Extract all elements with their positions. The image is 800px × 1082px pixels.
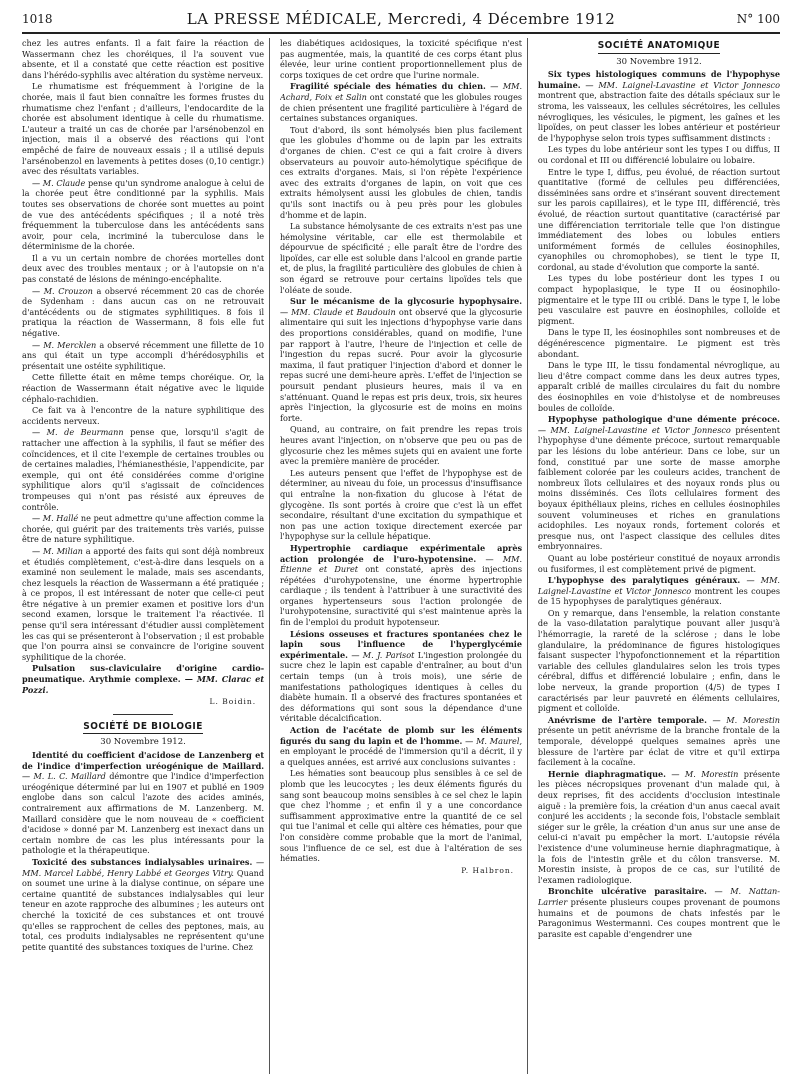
article <box>280 81 522 123</box>
section-title: SOCIÉTÉ DE BIOLOGIE <box>83 722 203 735</box>
paragraph-text: montrent que, abstraction faite des détails spéciaux sur le stroma, les vaisseaux, les cellules sécrétoires, les cellules névrogliques, les vésicules, le pigment, les gaînes et les lipoïdes, on peut classer les lobes antérieur et postérieur de l'hypophyse selon trois types suffisamment distincts : <box>537 90 781 143</box>
masthead <box>22 6 780 34</box>
author: — M. Maurel, <box>465 735 523 746</box>
signature: P. Halbron. <box>461 865 515 875</box>
section-date: 30 Novembre 1912. <box>100 737 186 748</box>
paragraph-text: L'ingestion prolongée du sucre chez le lapin est capable d'entraîner, au bout d'un certain temps (un à trois mois), une série de manifestations pathologiques identiques à celles du diabète humain. Il a observé des fractures spontanées et des déformations qui sont sous la dépendance d'une véritable décalcification. <box>279 649 523 724</box>
article <box>280 543 522 628</box>
article <box>22 857 264 952</box>
page-number: 1018 <box>22 12 53 26</box>
paragraph: Quant au lobe postérieur constitué de noyaux arrondis ou fusiformes, il est complètement privé de pigment. <box>537 552 781 574</box>
article <box>538 575 780 607</box>
paragraph: Ce fait va à l'encontre de la nature syphilitique des accidents nerveux. <box>22 405 265 426</box>
paragraph-text: a observé récemment 20 cas de chorée de Sydenham : dans aucun cas on ne retrouvait d'antécédents ou de stigmates syphilitiques. 8 fois il pratiqua la réaction de Wassermann, 8 fois elle fut négative. <box>22 285 265 339</box>
article <box>280 296 522 423</box>
article-title: Anévrisme de l'artère temporale. <box>547 714 707 725</box>
paragraph: Il a vu un certain nombre de chorées mortelles dont deux avec des troubles mentaux ; or à l'autopsie on n'a pas constaté de lésions de méningo-encéphalite. <box>22 252 265 285</box>
paragraph <box>22 513 264 545</box>
article-title: Lésions osseuses et fractures spontanées chez le lapin sous l'influence de l'hyperglycémie expérimentale. <box>279 628 523 660</box>
paragraph: Cette fillette était en même temps choréique. Or, la réaction de Wassermann était négative avec le liquide céphalo-rachidien. <box>22 372 265 404</box>
article-title: Hernie diaphragmatique. <box>547 768 666 779</box>
signature: L. Boidin. <box>209 697 257 707</box>
column-1 <box>22 38 264 1074</box>
journal-title: LA PRESSE MÉDICALE, Mercredi, 4 Décembre 1912 <box>186 10 616 28</box>
article-title: Hypophyse pathologique d'une démente précoce. <box>547 414 781 425</box>
paragraph: Entre le type I, diffus, peu évolué, de réaction surtout quantitative (formé de cellules peu différenciées, disséminées sans ordre et s'insérant souvent directement sur les parois capillaires), et le type III, différencié, très évolué, de réaction surtout quantitative (caractérisé par une différenciation territoriale telle que l'on distingue immédiatement des lobes ou lobules entiers uniformément formés de cellules éosinophiles, cyanophiles ou chromophobes), se tient le type II, cordonal, au stade d'évolution que comporte la santé. <box>537 166 781 272</box>
paragraph-text: présentent l'hypophyse d'une démente précoce, surtout remarquable par les lésions du lobe antérieur. Dans ce lobe, sur un fond, constitué par une sorte de masse amorphe faiblement colorée par les couleurs acides, tranchent de nombreux îlots cellulaires et des noyaux ronds plus ou moins disséminés. Ces îlots cellulaires forment des boyaux épithéliaux pleins, riches en cellules éosinophiles souvent volumineuses et riches en granulations acidophiles. Les noyaux ronds, fortement colorés et presque nus, ont l'aspect classique des cellules dites embryonnaires. <box>537 424 781 552</box>
section-header <box>22 721 264 748</box>
article <box>22 750 264 856</box>
paragraph-text: pense que, lorsqu'il s'agit de rattacher une affection à la syphilis, il faut se méfier des coïncidences, et il cite l'exemple de certaines troubles ou de certaines maladies, l'hémianesthésie, l'appendicite, par exemple, qui ont été considérées comme d'origine syphilitique alors qu'il s'agissait de coïncidences trompeuses qui n'ont pas résisté aux épreuves de contrôle. <box>22 427 265 512</box>
author: — M. Milian <box>32 545 83 556</box>
author: — M. Hallé <box>32 513 79 524</box>
paragraph <box>22 286 264 339</box>
issue-number: N° 100 <box>736 12 780 26</box>
article <box>280 725 522 767</box>
author: — MM. Étienne et Duret <box>279 553 523 575</box>
article <box>538 715 780 768</box>
author: — M. Morestin <box>712 714 780 725</box>
author: — M. Nattan-Larrier <box>537 886 781 907</box>
article-title: Fragilité spéciale des hématies du chien. <box>289 81 486 92</box>
article-title: Sur le mécanisme de la glycosurie hypophysaire. <box>289 296 523 307</box>
paragraph-text: ont constaté, après des injections répétées d'urohypotensine, une énorme hypertrophie cardiaque ; ils tendent à l'attribuer à une suractivité des organes hypertenseurs sous l'action prolongée de l'urohypotensine, suractivité qui s'est maintenue après la fin de l'emploi du produit hypotenseur. <box>279 564 523 628</box>
article-title: Hypertrophie cardiaque expérimentale après action prolongée de l'uro-hypotensine. <box>279 542 523 564</box>
author: — MM. Laignel-Lavastine et Victor Jonnesco <box>537 424 731 435</box>
article-title: Pulsation sus-claviculaire d'origine cardio-pneumatique. Arythmie complexe. <box>22 663 265 685</box>
paragraph-text: en employant le procédé de l'immersion qu'il a décrit, il y a quelques années, est arrivé aux conclusions suivantes : <box>279 746 523 767</box>
paragraph: Tout d'abord, ils sont hémolysés bien plus facilement que les globules d'homme ou de lapin par les extraits d'organes de chien. C'est ce qui a fait croire à divers observateurs au pouvoir auto-hémolytique spécifique de ces extraits d'organes. Mais, si l'on répète l'expérience avec des extraits d'organes de lapin, on voit que ces extraits hémolysent aussi les globules de chien, tandis qu'ils sont inactifs ou à peu près pour les globules d'homme et de lapin. <box>279 124 523 220</box>
author: — MM. Laignel-Lavastine et Victor Jonnesco <box>537 575 780 596</box>
author: — M. Claude <box>32 177 86 188</box>
article-title: Six types histologiques communs de l'hypophyse humaine. <box>537 69 781 90</box>
column-rule <box>527 38 538 1074</box>
paragraph-text: pense qu'un syndrome analogue à celui de la chorée peut être conditionné par la syphilis. Mais toutes ses observations de chorée sont muettes au point de vue des antécédents spécifiques ; il a noté très fréquemment la tuberculose dans les antécédents sans avoir, pour cela, incriminé la tuberculose dans le déterminisme de la chorée. <box>22 177 265 252</box>
paragraph: On y remarque, dans l'ensemble, la relation constante de la vaso-dilatation paralytique pouvant aller jusqu'à l'hémorragie, la rareté de la sclérose ; dans le lobe glandulaire, la prédominance de figures histologiques faisant suspecter l'hypofonctionnement et la répartition variable des cellules glandulaires selon les trois types cérébral, diffus et différencié lobulaire ; enfin, dans le lobe nerveux, la grande proportion (4/5) de types I caractérisés par leur pauvreté en éléments cellulaires, pigment et colloïde. <box>537 607 781 714</box>
author: — MM. Marcel Labbé, Henry Labbé et Georges Vitry. <box>22 856 265 878</box>
paragraph-text: présente les pièces nécropsiques provenant d'un malade qui, à deux reprises, fit des accidents d'occlusion intestinale aiguë : la première fois, la création d'un anus caecal avait conjuré les accidents ; la seconde fois, l'obstacle semblait siéger sur le grêle, la création d'un anus sur une anse de celui-ci n'avait pu empêcher la mort. L'autopsie révéla l'existence d'une volumineuse hernie diaphragmatique, à la fois de l'intestin grêle et du côlon transverse. M. Morestin insiste, à propos de ce cas, sur l'utilité de l'examen radiologique. <box>537 768 781 885</box>
article <box>538 414 780 552</box>
article <box>538 886 780 939</box>
article <box>538 769 780 886</box>
paragraph: Quand, au contraire, on fait prendre les repas trois heures avant l'injection, on n'observe que peu ou pas de glycosurie chez les mêmes sujets qui en avaient une forte avec la première manière de procéder. <box>279 424 523 467</box>
paragraph: Les hématies sont beaucoup plus sensibles à ce sel de plomb que les leucocytes ; les deux éléments figurés du sang sont beaucoup moins sensibles à ce sel chez le lapin que chez l'homme ; et enfin il y a une concordance suffisamment approximative entre la quantité de ce sel qui tue l'animal et celle qui altère ces hématies, pour que l'on considère comme probable que la mort de l'animal, sous l'influence de ce sel, est due à l'altération de ses hématies. <box>279 768 523 864</box>
paragraph: Dans le type II, les éosinophiles sont nombreuses et de dégénérescence pigmentaire. Le pigment est très abondant. <box>537 327 781 359</box>
paragraph-text: ont constaté que les globules rouges de chien présentent une fragilité particulière à l'égard de certaines substances organiques. <box>279 91 523 124</box>
paragraph: Les types du lobe postérieur dont les types I ou compact hypoplasique, le type II ou éosinophilo-pigmentaire et le type III ou criblé. Dans le type I, le lobe peu vasculaire est pauvre en éosinophiles, colloïde et pigment. <box>537 273 781 326</box>
author: — M. L. C. Maillard <box>22 771 106 782</box>
paragraph <box>22 340 264 372</box>
paragraph: Les types du lobe antérieur sont les types I ou diffus, II ou cordonal et III ou différencié lobulaire ou lobaire. <box>537 144 781 165</box>
paragraph-text: montrent les coupes de 15 hypophyses de paralytiques généraux. <box>537 585 781 607</box>
paragraph-text: a observé récemment une fillette de 10 ans qui était un type accompli d'hérédosyphilis et présentait une ostéite syphilitique. <box>22 339 265 371</box>
article-title: Identité du coefficient d'acidose de Lanzenberg et de l'indice d'imperfection uréogénique de Maillard. <box>22 750 265 771</box>
paragraph-text: Quand on soumet une urine à la dialyse continue, on sépare une certaine quantité de substances indialysables qui leur teneur en azote rapproche des albumines ; les auteurs ont cherché la toxicité de ces substances et ont trouvé qu'elles se rapprochent de celles des peptones, mais, au total, ces produits indialysables ne représentent qu'une petite quantité des substances toxiques de l'urine. Chez <box>22 867 265 952</box>
article <box>22 663 264 695</box>
paragraph-text: ne peut admettre qu'une affection comme la chorée, qui guérit par des traitements très variés, puisse être de nature syphilitique. <box>22 513 265 545</box>
section-header <box>538 40 780 67</box>
paragraph-text: présente plusieurs coupes provenant de poumons humains et de poumons de chats infestés par le Paragonimus Westermanni. Ces coupes montrent que le parasite est capable d'engendrer une <box>537 896 781 939</box>
paragraph <box>22 546 264 663</box>
paragraph-text: a apporté des faits qui sont déjà nombreux et étudiés complètement, c'est-à-dire dans lesquels on a examiné non seulement le malade, mais ses ascendants, chez lesquels la réaction de Wassermann a été pratiquée ; à ce propos, il est intéressant de noter que celle-ci peut être négative à un premier examen et positive lors d'un second examen, lorsque le traitement l'a réactivée. Il pense qu'il sera intéressant d'étudier aussi complètement les cas qui se présenteront à l'observation ; il est probable que l'on pourra ainsi se convaincre de l'origine souvent syphilitique de la chorée. <box>22 545 265 662</box>
author: — M. Crouzon <box>32 285 93 296</box>
author: — MM. Laignel-Lavastine et Victor Jonnesco <box>585 79 780 90</box>
paragraph-text: présente un petit anévrisme de la branche frontale de la temporale, développé quelques semaines après une blessure de l'artère par éclat de vitre et qu'il extirpa facilement à la cocaïne. <box>537 725 781 768</box>
author: — MM. Clarac et Pozzi. <box>22 674 265 695</box>
article <box>280 629 522 724</box>
paragraph <box>22 427 264 512</box>
paragraph-text: ont observé que la glycosurie alimentaire qui suit les injections d'hypophyse varie dans des proportions considérables, quand on modifie, l'une par rapport à l'autre, l'heure de l'injection et celle de l'ingestion du repas sucré. Pour avoir la glycosurie maxima, il faut pratiquer l'injection d'abord et donner le repas sucré une demi-heure après. L'effet de l'injection se poursuit pendant plusieurs heures, mais il va en s'atténuant. Quand le repas est pris deux, trois, six heures après l'injection, la glycosurie est de moins en moins forte. <box>279 306 523 423</box>
author: — M. Morestin <box>671 768 739 779</box>
section-title: SOCIÉTÉ ANATOMIQUE <box>598 41 721 54</box>
section-date: 30 Novembre 1912. <box>616 56 702 67</box>
article <box>538 69 780 143</box>
paragraph: Le rhumatisme est fréquemment à l'origine de la chorée, mais il faut bien connaître les formes frustes du rhumatisme chez l'enfant ; d'ailleurs, l'endocardite de la chorée est absolument identique à celle du rhumatisme. L'auteur a traité un cas de chorée par l'arsénobenzol en injection, mais il a observé des réactions qui l'ont empêché de faire de nouveaux essais ; il a utilisé depuis l'arsénobenzol en lavements à petites doses (0,10 centigr.) avec des résultats variables. <box>22 81 265 177</box>
paragraph: Les auteurs pensent que l'effet de l'hypophyse est de déterminer, au niveau du foie, un processus d'insuffisance qui entraîne la non-fixation du glucose à l'état de glycogène. Ils sont portés à croire que c'est là un effet secondaire, résultant d'une excitation du sympathique et non pas une action toxique directement exercée par l'hypophyse sur la cellule hépatique. <box>279 467 523 542</box>
article-title: Action de l'acétate de plomb sur les éléments figurés du sang du lapin et de l'homme. <box>279 725 523 746</box>
column-rule <box>269 38 280 1074</box>
author: — MM. Claude et Baudouin <box>279 306 396 317</box>
author: — M. J. Parisot <box>351 649 415 660</box>
column-2 <box>280 38 522 1074</box>
column-3 <box>538 38 780 1074</box>
author: — MM. Achard, Foix et Salin <box>279 81 523 102</box>
paragraph <box>22 178 264 252</box>
divider <box>113 714 173 715</box>
article-title: Toxicité des substances indialysables urinaires. <box>32 856 253 867</box>
paragraph: les diabétiques acidosiques, la toxicité spécifique n'est pas augmentée, mais, la quantité de ces corps étant plus élevée, leur urine contient proportionnellement plus de corps toxiques de cet ordre que l'urine normale. <box>279 38 523 80</box>
newspaper-page <box>22 6 780 1074</box>
paragraph: La substance hémolysante de ces extraits n'est pas une hémolysine véritable, car elle est thermolabile et dépourvue de spécificité ; elle paraît être de l'ordre des lipoïdes, car elle est soluble dans l'alcool en grande partie et, de plus, la fragilité particulière des globules de chien à son égard se retrouve pour certains lipoïdes tels que l'oléate de soude. <box>279 221 523 295</box>
paragraph: Dans le type III, le tissu fondamental névroglique, au lieu d'être compact comme dans les deux autres types, apparaît criblé de mailles circulaires du fait du nombre des éosinophiles en voie d'histolyse et de nombreuses boules de colloïde. <box>537 360 781 413</box>
article-title: L'hypophyse des paralytiques généraux. <box>547 575 741 586</box>
paragraph-text: démontre que l'indice d'imperfection uréogénique déterminé par lui en 1907 et publié en 1909 englobe dans son calcul l'azote des acides aminés, contrairement aux affirmations de M. Lanzenberg. M. Maillard considère que le nom nouveau de « coefficient d'acidose » donné par M. Lanzenberg est inexact dans un certain nombre de cas les plus intéressants pour la pathologie et la thérapeutique. <box>22 771 265 856</box>
columns <box>22 38 780 1074</box>
author: — M. Mercklen <box>32 339 97 350</box>
author: — M. de Beurmann <box>32 427 124 438</box>
article-title: Bronchite ulcérative parasitaire. <box>547 886 707 897</box>
paragraph: chez les autres enfants. Il a fait faire la réaction de Wassermann chez les choréiques, il l'a souvent vue absente, et il a constaté que cette réaction est positive dans l'hérédo-syphilis avec altération du système nerveux. <box>22 38 265 80</box>
